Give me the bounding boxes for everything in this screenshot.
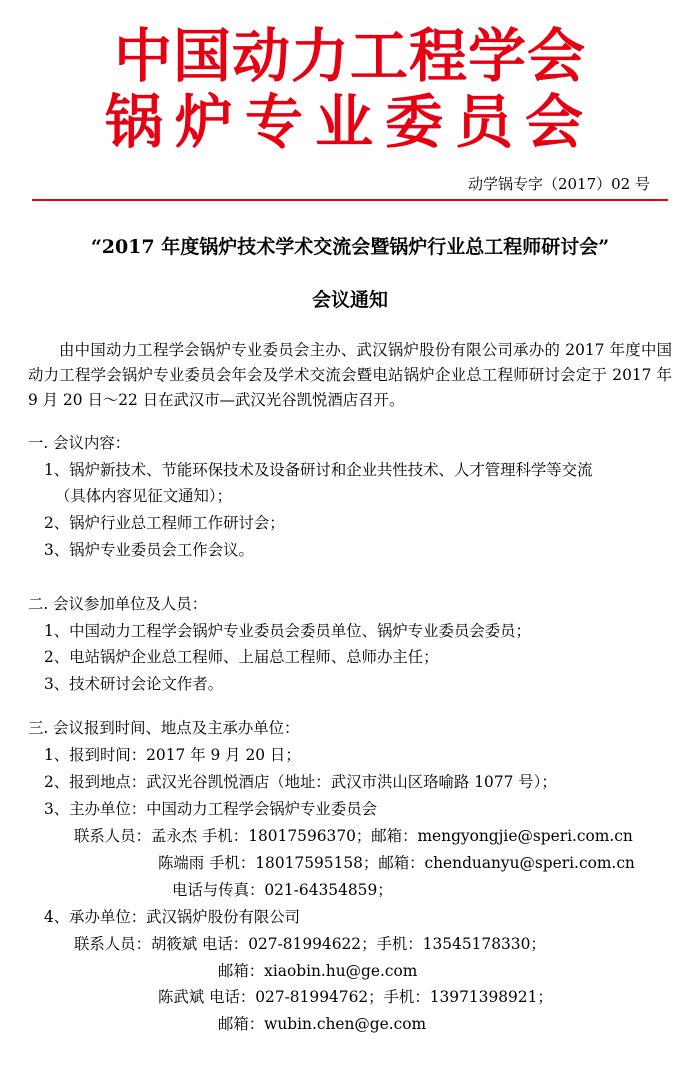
section1-heading: 一. 会议内容： [28, 434, 131, 452]
notice-subtitle: 会议通知 [311, 289, 388, 311]
contact-line: 联系人员：胡筱斌 电话：027-81994622；手机：13545178330； [74, 935, 546, 953]
section2-item: 3、技术研讨会论文作者。 [44, 675, 224, 693]
section3-item: 2、报到地点：武汉光谷凯悦酒店（地址：武汉市洪山区珞喻路 1077 号）； [44, 773, 557, 791]
section1-item: （具体内容见征文通知）； [55, 487, 232, 505]
intro-paragraph: 由中国动力工程学会锅炉专业委员会主办、武汉锅炉股份有限公司承办的 2017 年度中国动力工程学会锅炉专业委员会年会及学术交流会暨电站锅炉企业总工程师研讨会定于 2017 年 9 月 20 日～22 日在武汉市—武汉光谷凯悦酒店召开。 [28, 341, 672, 409]
meeting-title: “2017 年度锅炉技术学术交流会暨锅炉行业总工程师研讨会” [90, 236, 610, 258]
contact-line: 电话与传真：021-64354859； [172, 881, 393, 899]
section3-item: 3、主办单位：中国动力工程学会锅炉专业委员会 [44, 800, 377, 818]
organization-name-line2: 锅炉专业委员会 [104, 88, 595, 156]
section1-item: 3、锅炉专业委员会工作会议。 [44, 541, 254, 559]
section2-heading: 二. 会议参加单位及人员： [28, 595, 208, 613]
section2-item: 1、中国动力工程学会锅炉专业委员会委员单位、锅炉专业委员会委员； [44, 622, 531, 640]
document-number: 动学锅专字（2017）02 号 [467, 175, 650, 193]
section3-heading: 三. 会议报到时间、地点及主承办单位： [28, 719, 300, 737]
contact-line: 邮箱：xiaobin.hu@ge.com [218, 962, 418, 980]
contact-line: 陈武斌 电话：027-81994762；手机：13971398921； [158, 988, 553, 1006]
section3-item: 1、报到时间：2017 年 9 月 20 日； [44, 746, 301, 764]
contact-line: 陈端雨 手机：18017595158；邮箱：chenduanyu@speri.com.cn [158, 854, 635, 872]
contact-line: 邮箱：wubin.chen@ge.com [218, 1015, 427, 1033]
header-divider [32, 199, 668, 201]
contact-line: 联系人员：孟永杰 手机：18017596370；邮箱：mengyongjie@speri.com.cn [74, 827, 633, 845]
organization-name-line1: 中国动力工程学会 [113, 22, 586, 90]
section3-item: 4、承办单位：武汉锅炉股份有限公司 [44, 908, 301, 926]
section1-item: 2、锅炉行业总工程师工作研讨会； [44, 514, 285, 532]
section2-item: 2、电站锅炉企业总工程师、上届总工程师、总师办主任； [44, 648, 439, 666]
section1-item: 1、锅炉新技术、节能环保技术及设备研讨和企业共性技术、人才管理科学等交流 [44, 461, 593, 479]
